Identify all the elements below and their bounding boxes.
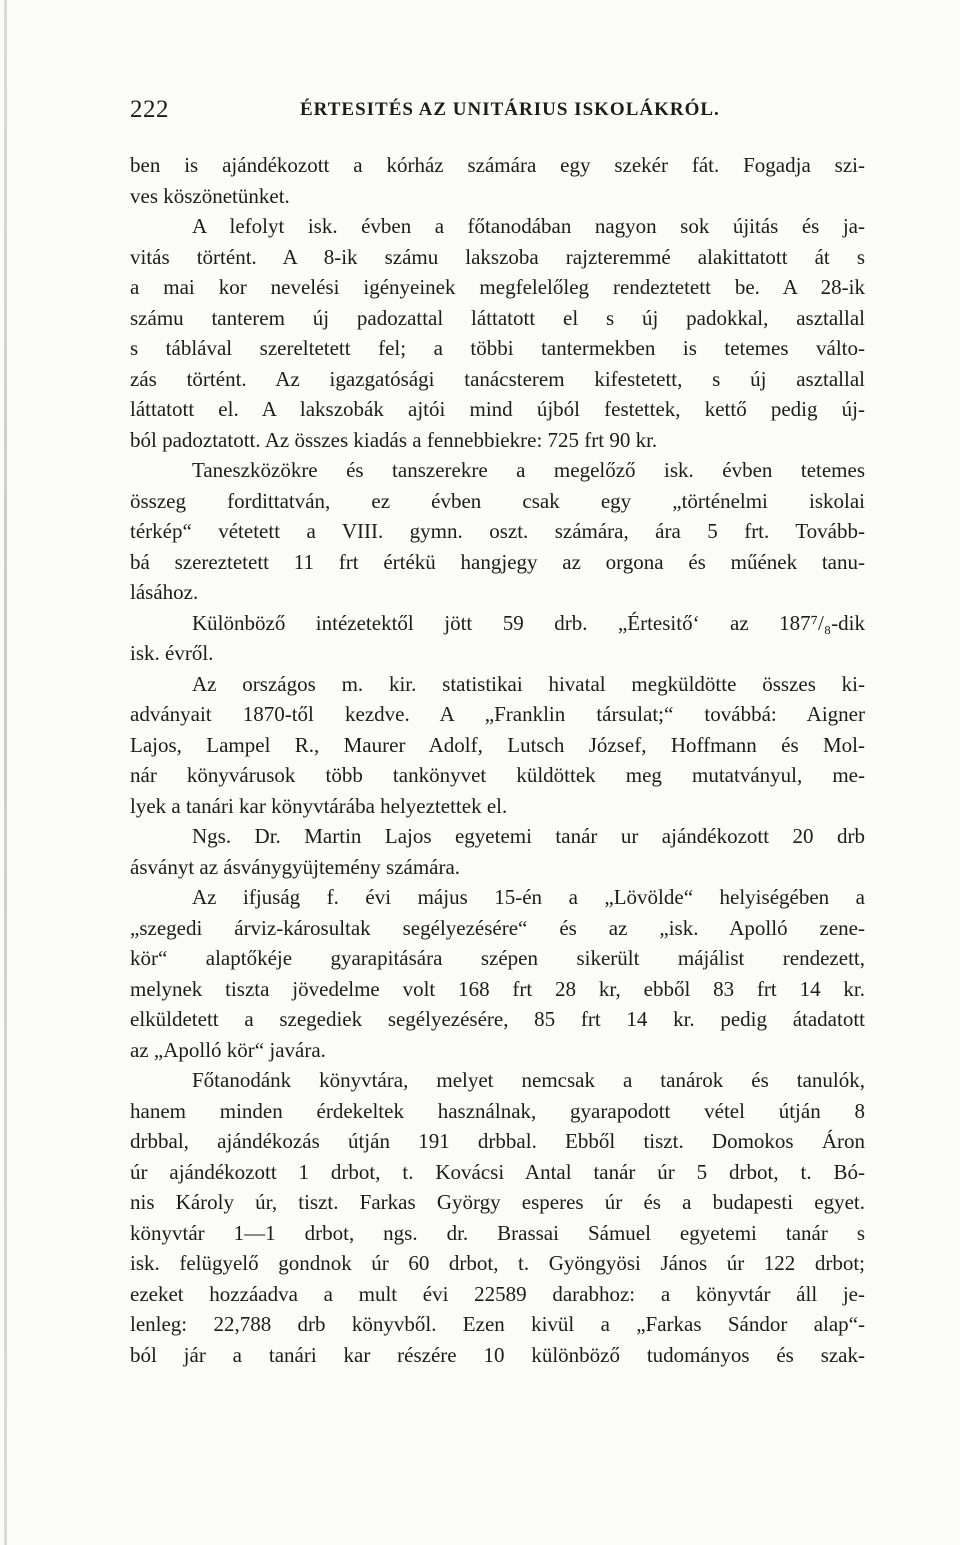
text-line: drbbal, ajándékozás útján 191 drbbal. Ebből tiszt. Domokos Áron (130, 1129, 865, 1153)
text-line: könyvtár 1—1 drbot, ngs. dr. Brassai Sámuel egyetemi tanár s (130, 1220, 865, 1245)
text-line: számu tanterem új padozattal láttatott el s új padokkal, asztallal (130, 305, 865, 330)
text-line: Az ifjuság f. évi május 15-én a „Lövölde“ helyiségében a (192, 885, 865, 909)
text-line: vitás történt. A 8-ik számu lakszoba rajzteremmé alakittatott át s (130, 244, 865, 269)
scan-edge-shadow (4, 0, 7, 1545)
text-line: s táblával szereltetett fel; a többi tantermekben is tetemes válto- (130, 336, 865, 360)
text-line: láttatott el. A lakszobák ajtói mind újból festettek, kettő pedig új- (130, 397, 865, 421)
text-line: elküldetett a szegediek segélyezésére, 85 frt 14 kr. pedig átadatott (130, 1007, 865, 1031)
text-line: ben is ajándékozott a kórház számára egy szekér fát. Fogadja szi- (130, 153, 865, 177)
text-line: lenleg: 22,788 drb könyvből. Ezen kivül a „Farkas Sándor alap“- (130, 1312, 865, 1336)
text-line: ból padoztatott. Az összes kiadás a fennebbiekre: 725 frt 90 kr. (130, 427, 658, 452)
text-line: Ngs. Dr. Martin Lajos egyetemi tanár ur ajándékozott 20 drb (192, 824, 865, 848)
text-line: „szegedi árviz-károsultak segélyezésére“ és az „isk. Apolló zene- (130, 915, 865, 940)
text-line: Főtanodánk könyvtára, melyet nemcsak a tanárok és tanulók, (192, 1068, 865, 1092)
text-line: A lefolyt isk. évben a főtanodában nagyon sok újitás és ja- (192, 214, 865, 238)
text-line: úr ajándékozott 1 drbot, t. Kovácsi Antal tanár úr 5 drbot, t. Bó- (130, 1159, 865, 1184)
text-line: adványait 1870-től kezdve. A „Franklin társulat;“ továbbá: Aigner (130, 702, 865, 726)
text-line: melynek tiszta jövedelme volt 168 frt 28 kr, ebből 83 frt 14 kr. (130, 976, 865, 1001)
text-line: térkép“ vétetett a VIII. gymn. oszt. számára, ára 5 frt. Tovább- (130, 519, 865, 543)
page-number: 222 (130, 96, 169, 123)
text-line: összeg fordittatván, ez évben csak egy „történelmi iskolai (130, 488, 865, 513)
text-line: ves köszönetünket. (130, 183, 290, 208)
text-line: hanem minden érdekeltek használnak, gyarapodott vétel útján 8 (130, 1098, 865, 1123)
text-line: lásához. (130, 580, 199, 604)
text-line: zás történt. Az igazgatósági tanácsterem kifestetett, s új asztallal (130, 366, 865, 391)
text-line: kör“ alaptőkéje gyarapitására szépen sikerült májálist rendezett, (130, 946, 865, 970)
text-line: ásványt az ásványgyüjtemény számára. (130, 854, 461, 879)
text-line: Az országos m. kir. statistikai hivatal megküldötte összes ki- (192, 671, 865, 696)
text-line: lyek a tanári kar könyvtárába helyeztettek el. (130, 793, 508, 818)
text-line: Taneszközökre és tanszerekre a megelőző isk. évben tetemes (192, 458, 865, 482)
body-text (130, 150, 865, 1370)
running-head: ÉRTESITÉS AZ UNITÁRIUS ISKOLÁKRÓL. (300, 99, 720, 120)
text-line: nár könyvárusok több tankönyvet küldöttek meg mutatványul, me- (130, 763, 865, 787)
text-line: a mai kor nevelési igényeinek megfelelőleg rendeztetett be. A 28-ik (130, 275, 865, 299)
text-line: ezeket hozzáadva a mult évi 22589 darabhoz: a könyvtár áll je- (130, 1281, 865, 1306)
text-line: az „Apolló kör“ javára. (130, 1037, 326, 1062)
text-line: isk. felügyelő gondnok úr 60 drbot, t. Gyöngyösi János úr 122 drbot; (130, 1251, 865, 1275)
text-line: ból jár a tanári kar részére 10 különböző tudományos és szak- (130, 1342, 865, 1367)
text-line: Különböző intézetektől jött 59 drb. „Értesitő‘ az 187⁷/₈-dik (192, 610, 865, 635)
page-header (130, 92, 865, 128)
text-line: Lajos, Lampel R., Maurer Adolf, Lutsch József, Hoffmann és Mol- (130, 732, 865, 757)
text-line: bá szereztetett 11 frt értékü hangjegy az orgona és műének tanu- (130, 549, 865, 574)
text-line: isk. évről. (130, 641, 214, 665)
text-line: nis Károly úr, tiszt. Farkas György esperes úr és a budapesti egyet. (130, 1190, 865, 1214)
